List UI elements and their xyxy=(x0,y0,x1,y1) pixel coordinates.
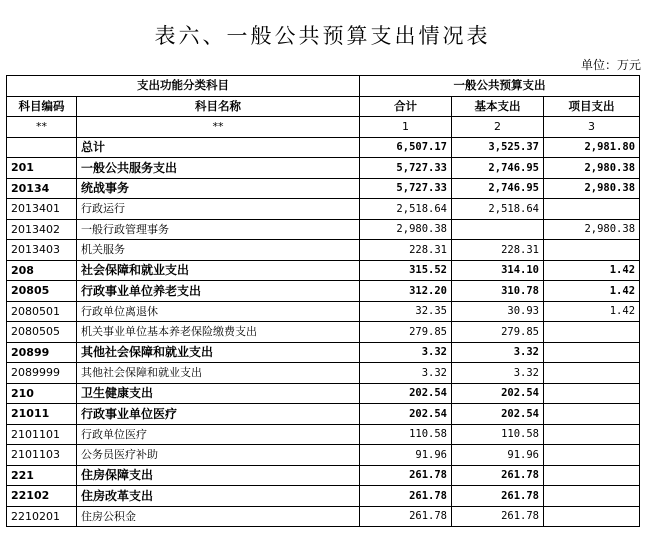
cell-code: 2080501 xyxy=(7,301,77,322)
header-total: 合计 xyxy=(360,96,452,117)
cell-name: 行政单位医疗 xyxy=(77,424,360,445)
cell-code: 20134 xyxy=(7,178,77,199)
cell-total: 315.52 xyxy=(360,260,452,281)
index-cell: 3 xyxy=(544,117,640,138)
header-row xyxy=(7,96,640,117)
cell-project: 1.42 xyxy=(544,260,640,281)
index-row xyxy=(7,117,640,138)
cell-total: 32.35 xyxy=(360,301,452,322)
cell-project xyxy=(544,363,640,384)
cell-project: 2,980.38 xyxy=(544,178,640,199)
cell-project xyxy=(544,383,640,404)
table-row xyxy=(7,383,640,404)
cell-basic: 261.78 xyxy=(452,486,544,507)
cell-basic: 2,518.64 xyxy=(452,199,544,220)
cell-code: 208 xyxy=(7,260,77,281)
header-group-right: 一般公共预算支出 xyxy=(360,76,640,97)
cell-project xyxy=(544,342,640,363)
cell-name: 行政事业单位医疗 xyxy=(77,404,360,425)
cell-code xyxy=(7,137,77,158)
cell-name: 住房公积金 xyxy=(77,506,360,527)
header-name: 科目名称 xyxy=(77,96,360,117)
cell-total: 2,980.38 xyxy=(360,219,452,240)
cell-name: 行政运行 xyxy=(77,199,360,220)
table-row xyxy=(7,363,640,384)
cell-total: 202.54 xyxy=(360,404,452,425)
table-row xyxy=(7,486,640,507)
cell-project xyxy=(544,486,640,507)
cell-total: 261.78 xyxy=(360,486,452,507)
cell-total: 202.54 xyxy=(360,383,452,404)
cell-basic: 3.32 xyxy=(452,342,544,363)
table-row xyxy=(7,445,640,466)
cell-code: 2013402 xyxy=(7,219,77,240)
cell-total: 91.96 xyxy=(360,445,452,466)
page-title: 表六、一般公共预算支出情况表 xyxy=(154,24,491,48)
table-row xyxy=(7,404,640,425)
cell-name: 其他社会保障和就业支出 xyxy=(77,363,360,384)
cell-project xyxy=(544,445,640,466)
table-row xyxy=(7,506,640,527)
cell-project: 1.42 xyxy=(544,281,640,302)
cell-project: 1.42 xyxy=(544,301,640,322)
cell-basic: 202.54 xyxy=(452,383,544,404)
cell-basic: 2,746.95 xyxy=(452,158,544,179)
cell-total: 3.32 xyxy=(360,342,452,363)
cell-project xyxy=(544,199,640,220)
cell-total: 6,507.17 xyxy=(360,137,452,158)
budget-table xyxy=(6,75,640,527)
cell-name: 行政事业单位养老支出 xyxy=(77,281,360,302)
header-project: 项目支出 xyxy=(544,96,640,117)
cell-project xyxy=(544,240,640,261)
table-row xyxy=(7,465,640,486)
cell-code: 20899 xyxy=(7,342,77,363)
cell-basic: 3.32 xyxy=(452,363,544,384)
cell-code: 2101103 xyxy=(7,445,77,466)
cell-basic: 228.31 xyxy=(452,240,544,261)
cell-basic: 110.58 xyxy=(452,424,544,445)
cell-name: 住房改革支出 xyxy=(77,486,360,507)
cell-code: 2013403 xyxy=(7,240,77,261)
cell-name: 住房保障支出 xyxy=(77,465,360,486)
table-row xyxy=(7,281,640,302)
cell-project: 2,980.38 xyxy=(544,219,640,240)
cell-code: 22102 xyxy=(7,486,77,507)
table-row xyxy=(7,178,640,199)
cell-total: 279.85 xyxy=(360,322,452,343)
cell-name: 其他社会保障和就业支出 xyxy=(77,342,360,363)
cell-basic xyxy=(452,219,544,240)
cell-code: 20805 xyxy=(7,281,77,302)
table-row xyxy=(7,158,640,179)
cell-name: 公务员医疗补助 xyxy=(77,445,360,466)
cell-project xyxy=(544,424,640,445)
cell-name: 统战事务 xyxy=(77,178,360,199)
cell-basic: 261.78 xyxy=(452,465,544,486)
cell-total: 2,518.64 xyxy=(360,199,452,220)
cell-code: 210 xyxy=(7,383,77,404)
cell-basic: 310.78 xyxy=(452,281,544,302)
cell-basic: 279.85 xyxy=(452,322,544,343)
header-code: 科目编码 xyxy=(7,96,77,117)
cell-name: 一般行政管理事务 xyxy=(77,219,360,240)
cell-name: 行政单位离退休 xyxy=(77,301,360,322)
cell-code: 21011 xyxy=(7,404,77,425)
table-row xyxy=(7,240,640,261)
cell-total: 5,727.33 xyxy=(360,158,452,179)
cell-code: 2101101 xyxy=(7,424,77,445)
table-row xyxy=(7,219,640,240)
cell-total: 261.78 xyxy=(360,506,452,527)
cell-code: 2013401 xyxy=(7,199,77,220)
cell-name: 卫生健康支出 xyxy=(77,383,360,404)
unit-label: 单位：万元 xyxy=(580,58,641,72)
cell-code: 2210201 xyxy=(7,506,77,527)
table-row xyxy=(7,342,640,363)
index-cell: ** xyxy=(77,117,360,138)
index-cell: 2 xyxy=(452,117,544,138)
cell-total: 3.32 xyxy=(360,363,452,384)
cell-name: 机关事业单位基本养老保险缴费支出 xyxy=(77,322,360,343)
cell-project: 2,981.80 xyxy=(544,137,640,158)
index-cell: 1 xyxy=(360,117,452,138)
table-row xyxy=(7,301,640,322)
cell-basic: 30.93 xyxy=(452,301,544,322)
cell-project xyxy=(544,506,640,527)
cell-total: 312.20 xyxy=(360,281,452,302)
cell-total: 228.31 xyxy=(360,240,452,261)
cell-code: 2080505 xyxy=(7,322,77,343)
cell-project: 2,980.38 xyxy=(544,158,640,179)
cell-code: 201 xyxy=(7,158,77,179)
cell-project xyxy=(544,465,640,486)
header-group-left: 支出功能分类科目 xyxy=(7,76,360,97)
cell-name: 社会保障和就业支出 xyxy=(77,260,360,281)
cell-basic: 3,525.37 xyxy=(452,137,544,158)
cell-name: 一般公共服务支出 xyxy=(77,158,360,179)
cell-basic: 261.78 xyxy=(452,506,544,527)
cell-basic: 314.10 xyxy=(452,260,544,281)
table-row xyxy=(7,199,640,220)
cell-total: 5,727.33 xyxy=(360,178,452,199)
cell-name: 总计 xyxy=(77,137,360,158)
table-row xyxy=(7,424,640,445)
cell-name: 机关服务 xyxy=(77,240,360,261)
cell-code: 2089999 xyxy=(7,363,77,384)
cell-basic: 202.54 xyxy=(452,404,544,425)
cell-project xyxy=(544,322,640,343)
header-basic: 基本支出 xyxy=(452,96,544,117)
header-group-row xyxy=(7,76,640,97)
cell-code: 221 xyxy=(7,465,77,486)
cell-project xyxy=(544,404,640,425)
table-row xyxy=(7,137,640,158)
table-row xyxy=(7,260,640,281)
cell-basic: 91.96 xyxy=(452,445,544,466)
table-row xyxy=(7,322,640,343)
cell-total: 110.58 xyxy=(360,424,452,445)
index-cell: ** xyxy=(7,117,77,138)
cell-basic: 2,746.95 xyxy=(452,178,544,199)
cell-total: 261.78 xyxy=(360,465,452,486)
